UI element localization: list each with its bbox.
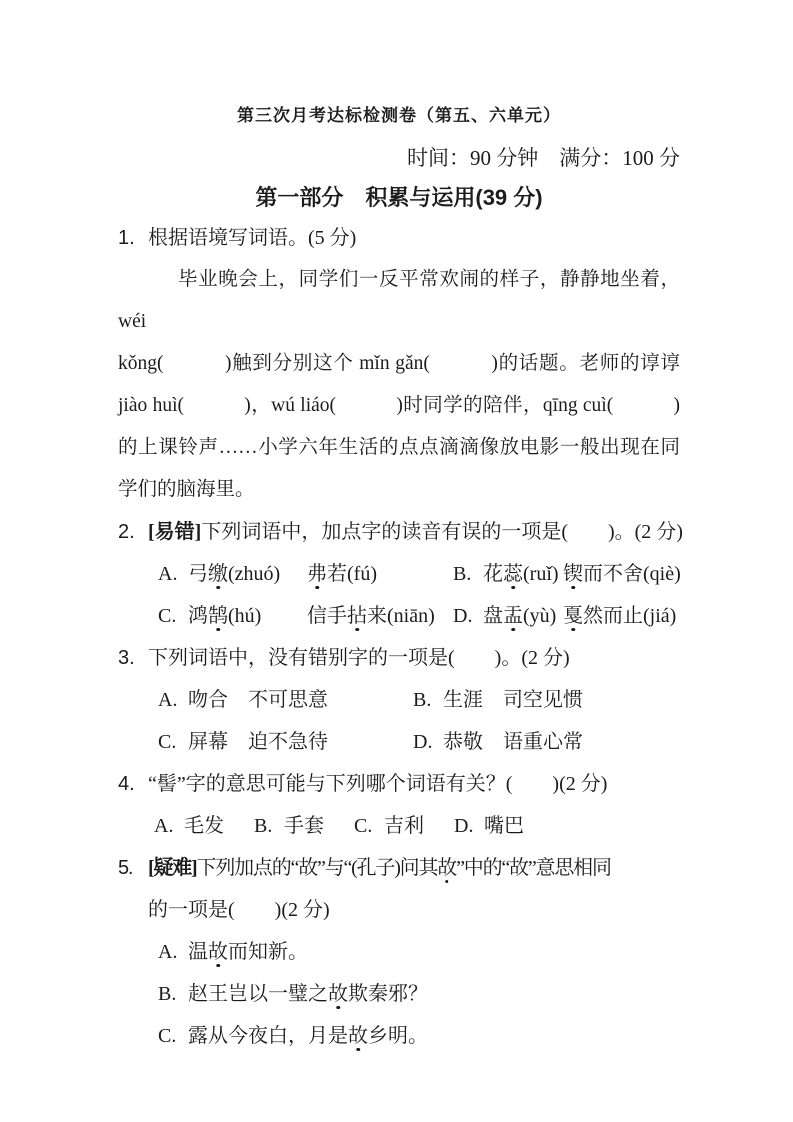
option-a-label: A.	[158, 563, 178, 585]
option-a	[154, 805, 254, 847]
dotted-char: 故	[208, 941, 228, 963]
question-1-passage	[118, 259, 680, 511]
question-2-number: 2.	[118, 521, 135, 543]
dotted-char: 鹄	[208, 605, 228, 627]
question-5-number: 5.	[118, 857, 133, 879]
question-5	[118, 847, 680, 1057]
question-2-stem	[118, 511, 683, 553]
question-1-stem-text: 根据语境写词语。(5 分)	[148, 227, 357, 249]
option-b-word-1	[483, 553, 563, 595]
option-a-part: 而知新。	[228, 941, 308, 963]
option-a-part: 温	[188, 941, 208, 963]
question-1-number: 1.	[118, 227, 135, 249]
option-a	[158, 553, 453, 595]
question-2-stem-text: 下列词语中，加点字的读音有误的一项是( )。(2 分)	[201, 521, 683, 543]
option-b-part: 欺秦邪？	[348, 983, 428, 1005]
option-d-label: D.	[454, 815, 474, 837]
dotted-char: 弗	[307, 563, 327, 585]
option-a-text: 毛发	[184, 815, 224, 837]
option-c-word-2	[307, 605, 435, 627]
question-5-stem	[118, 847, 680, 889]
dotted-char: 故	[348, 1025, 368, 1047]
question-2-options-row-1	[118, 553, 680, 595]
dotted-char: 锲	[563, 563, 583, 585]
question-3-stem	[118, 637, 680, 679]
word-part: 来(niān)	[367, 605, 435, 627]
question-2	[118, 511, 683, 637]
passage-line: 学们的脑海里。	[118, 479, 255, 500]
word-part: 弓	[188, 563, 208, 585]
question-3-number: 3.	[118, 647, 135, 669]
option-b	[254, 805, 354, 847]
question-5-stem-text	[197, 857, 611, 879]
option-a-label: A.	[158, 941, 178, 963]
passage-line: 的上课铃声……小学六年生活的点点滴滴像放电影一般出现在同	[118, 437, 680, 458]
question-4-number: 4.	[118, 773, 135, 795]
option-c	[354, 805, 454, 847]
option-b	[453, 553, 681, 595]
question-5-tag: [疑难]	[148, 857, 197, 879]
dotted-char: 缴	[208, 563, 228, 585]
option-c-text: 屏幕 迫不急待	[188, 731, 328, 753]
option-a-label: A.	[154, 815, 174, 837]
option-c	[118, 1015, 680, 1057]
question-3-options-row-1	[118, 679, 680, 721]
dotted-char: 拈	[347, 605, 367, 627]
option-c-label: C.	[354, 815, 373, 837]
question-1	[118, 217, 680, 511]
word-part: 盘	[483, 605, 503, 627]
dotted-char: 戛	[563, 605, 583, 627]
word-part: 信手	[307, 605, 347, 627]
option-b-label: B.	[158, 983, 177, 1005]
option-c-label: C.	[158, 1025, 177, 1047]
option-a-word-2	[307, 563, 377, 585]
option-d	[453, 595, 676, 637]
option-d-text: 恭敬 语重心常	[443, 731, 583, 753]
word-part: (hú)	[228, 605, 262, 627]
time-and-score-line: 时间：90 分钟 满分：100 分	[407, 146, 680, 170]
question-3-stem-text: 下列词语中，没有错别字的一项是( )。(2 分)	[148, 647, 570, 669]
question-2-options-row-2	[118, 595, 680, 637]
option-d	[413, 721, 583, 763]
option-d-label: D.	[453, 605, 473, 627]
dotted-char: 故	[437, 857, 457, 879]
option-c-label: C.	[158, 605, 177, 627]
paper-title: 第三次月考达标检测卷（第五、六单元）	[237, 106, 561, 125]
option-c-text: 吉利	[384, 815, 424, 837]
question-5-stem-continuation: 的一项是( )(2 分)	[148, 899, 330, 921]
question-1-stem	[118, 217, 680, 259]
word-part: 鸿	[188, 605, 208, 627]
word-part: (yù)	[523, 605, 557, 627]
option-c-word-1	[188, 595, 307, 637]
option-d-label: D.	[413, 731, 433, 753]
dotted-char: 盂	[503, 605, 523, 627]
word-part: (zhuó)	[228, 563, 281, 585]
section-1-heading: 第一部分 积累与运用(39 分)	[255, 185, 543, 210]
word-part: 若(fú)	[327, 563, 377, 585]
stem-part: 下列加点的“故”与“(孔子)问其	[196, 857, 438, 879]
option-c-label: C.	[158, 731, 177, 753]
word-part: 而不舍(qiè)	[583, 563, 681, 585]
option-a	[118, 931, 680, 973]
option-b	[413, 679, 583, 721]
option-b-label: B.	[413, 689, 432, 711]
option-b	[118, 973, 680, 1015]
word-part: 然而止(jiá)	[583, 605, 677, 627]
option-d-text: 嘴巴	[484, 815, 524, 837]
option-b-part: 赵王岂以一璧之	[188, 983, 328, 1005]
option-b-text: 生涯 司空见惯	[443, 689, 583, 711]
dotted-char: 故	[328, 983, 348, 1005]
option-a	[158, 679, 413, 721]
option-b-word-2	[563, 563, 681, 585]
question-3	[118, 637, 680, 763]
passage-line: jiào huì( )，wú liáo( )时同学的陪伴，qīng cuì( )	[118, 395, 680, 416]
question-2-tag: [易错]	[148, 521, 202, 543]
page-content	[118, 0, 683, 1057]
question-3-options-row-2	[118, 721, 680, 763]
question-list	[118, 217, 683, 1057]
question-4-options-row	[118, 805, 680, 847]
option-a-word-1	[188, 553, 307, 595]
stem-part: ”中的“故”意思相同	[456, 857, 611, 879]
question-4-stem	[118, 763, 680, 805]
option-d	[454, 805, 524, 847]
word-part: (ruǐ)	[523, 563, 559, 585]
passage-line: 毕业晚会上，同学们一反平常欢闹的样子，静静地坐着，wéi	[118, 269, 680, 332]
option-c-part: 乡明。	[368, 1025, 428, 1047]
option-c	[158, 721, 413, 763]
dotted-char: 蕊	[503, 563, 523, 585]
option-b-label: B.	[453, 563, 472, 585]
option-d-word-2	[563, 605, 676, 627]
word-part: 花	[483, 563, 503, 585]
question-4	[118, 763, 680, 847]
option-b-label: B.	[254, 815, 273, 837]
option-c-part: 露从今夜白，月是	[188, 1025, 348, 1047]
option-a-label: A.	[158, 689, 178, 711]
option-d-word-1	[483, 595, 563, 637]
option-a-text: 吻合 不可思意	[188, 689, 328, 711]
passage-line: kǒng( )触到分别这个 mǐn gǎn( )的话题。老师的谆谆	[118, 353, 680, 374]
option-b-text: 手套	[284, 815, 324, 837]
question-4-stem-text: “髻”字的意思可能与下列哪个词语有关？( )(2 分)	[148, 773, 608, 795]
option-c	[158, 595, 453, 637]
